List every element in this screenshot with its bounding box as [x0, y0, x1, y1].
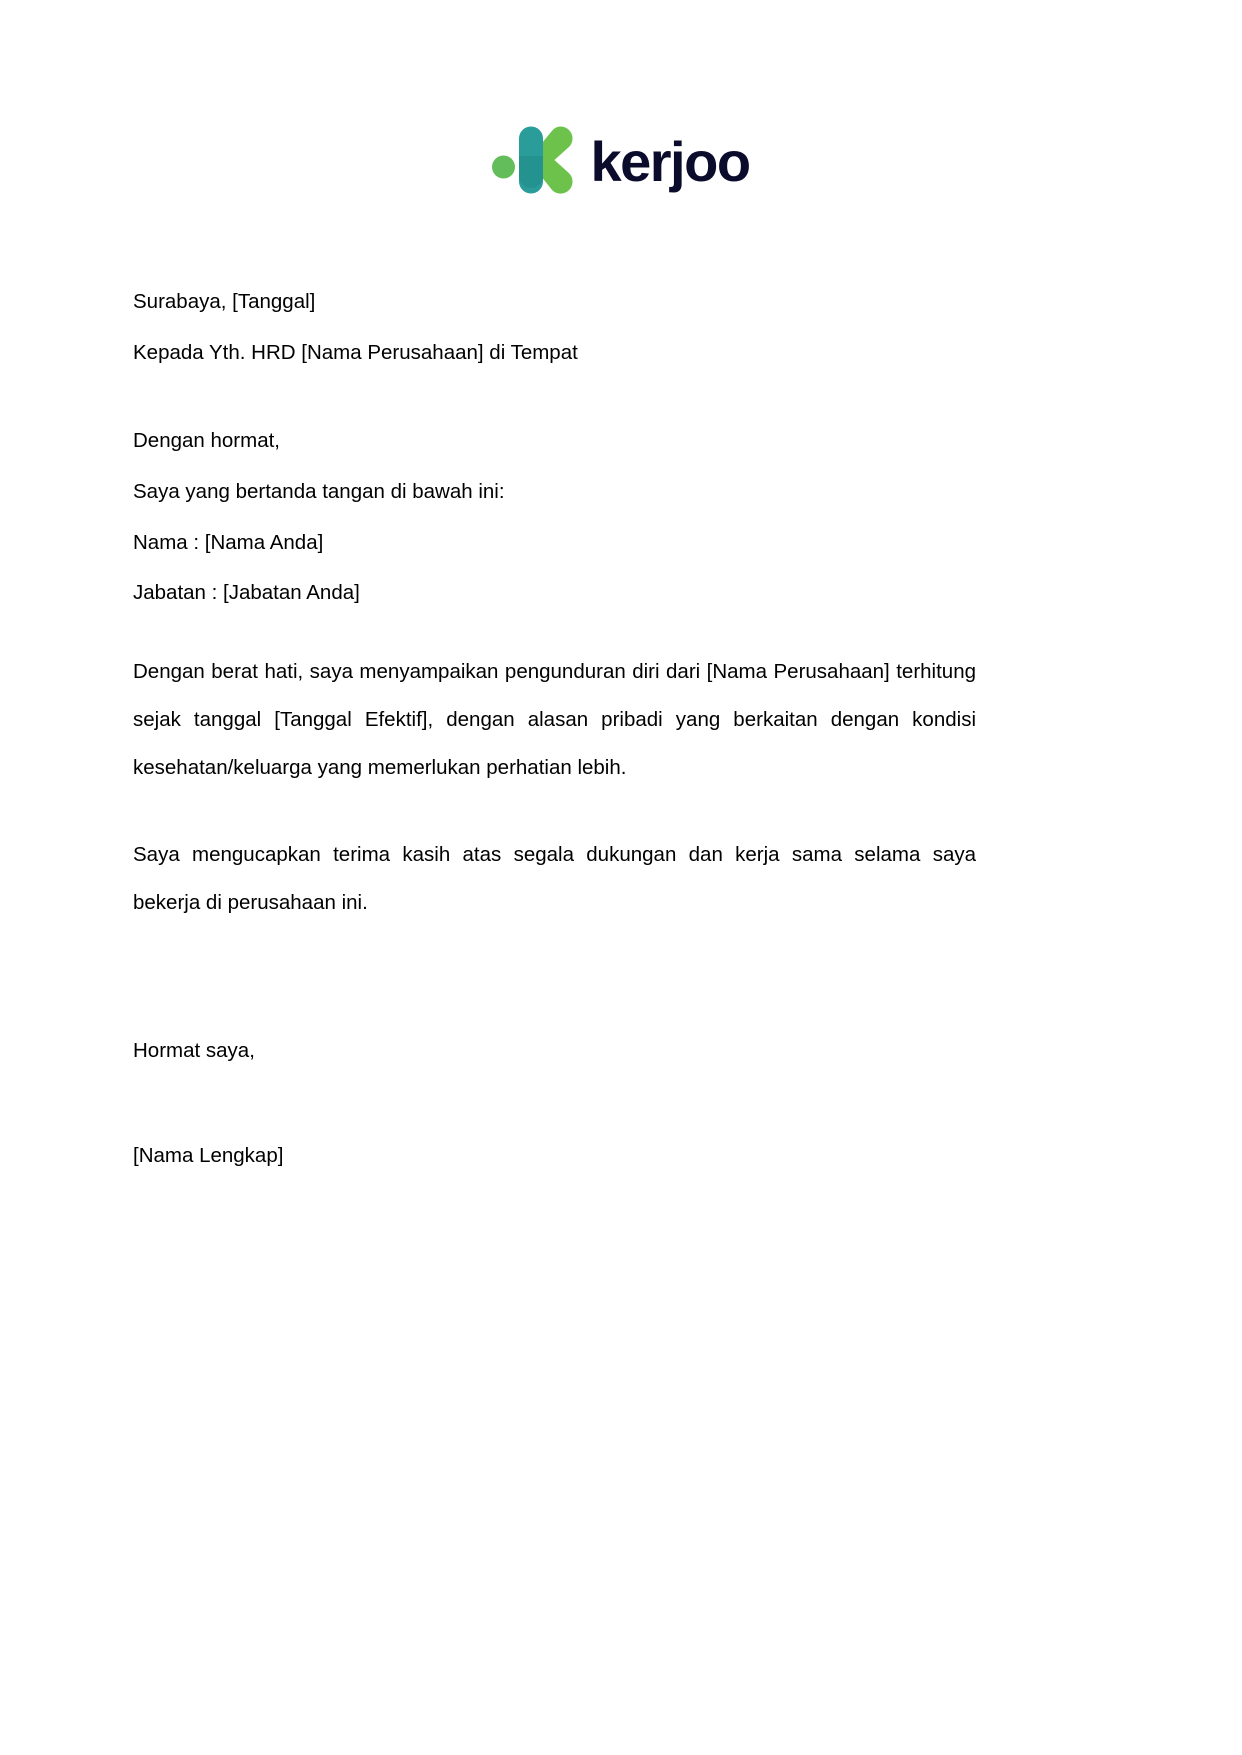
- kerjoo-logo: [492, 123, 749, 197]
- intro-line: Saya yang bertanda tangan di bawah ini:: [133, 480, 505, 504]
- place-date-line: Surabaya, [Tanggal]: [133, 290, 316, 313]
- spacer: [133, 791, 976, 831]
- signature-name-line: [Nama Lengkap]: [133, 1144, 284, 1168]
- body-paragraph-2: Saya mengucapkan terima kasih atas segala dukungan dan kerja sama selama saya bekerja di perusahaan ini.: [133, 843, 976, 915]
- position-line: Jabatan : [Jabatan Anda]: [133, 581, 360, 605]
- salutation-line: Dengan hormat,: [133, 429, 281, 453]
- body-paragraph-1: Dengan berat hati, saya menyampaikan pengunduran diri dari [Nama Perusahaan] terhitung sejak tanggal [Tanggal Efektif], dengan alasan pribadi yang berkaitan dengan kondisi kesehatan/keluarga yang memerlukan perhatian lebih.: [133, 660, 976, 779]
- spacer: [133, 389, 976, 427]
- spacer: [133, 630, 976, 648]
- closing-line: Hormat saya,: [133, 1038, 255, 1062]
- name-line: Nama : [Nama Anda]: [133, 530, 324, 554]
- letter-body: [133, 288, 976, 1170]
- spacer: [133, 927, 976, 1037]
- recipient-line: Kepada Yth. HRD [Nama Perusahaan] di Tempat: [133, 340, 578, 364]
- signature-space: [133, 1064, 976, 1142]
- kerjoo-wordmark: kerjoo: [590, 130, 750, 193]
- kerjoo-clover-k-icon: [492, 123, 574, 197]
- letterhead: [0, 123, 1242, 197]
